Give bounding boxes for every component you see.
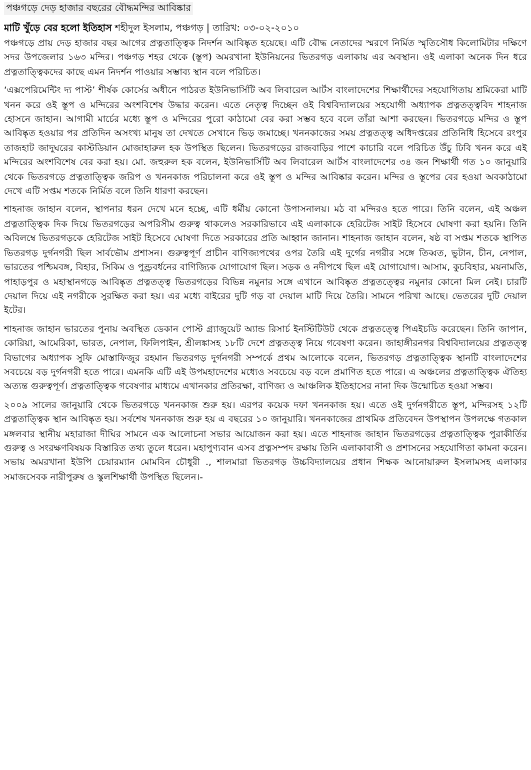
byline-separator: | [206,23,213,34]
article-body [4,37,527,485]
date: ০৩-০২-২০১০ [242,23,300,34]
paragraph-1: পঞ্চগড়ে প্রায় দেড় হাজার বছর আগের প্রত্নতাত্ত্বিক নিদর্শন আবিষ্কৃত হয়েছে। এটি বৌদ্ধ নেতাদের স্মরণে নির্মিত স্মৃতিসৌধ কিলোমিটার দক্ষিণে সদর উপজেলার ১৬৩ মন্দির। পঞ্চগড় শহর থেকে (স্তূপ) অমরখানা ইউনিয়নের ভিতরগড় এলাকায় এর অবস্থান। ওই এলাকা অনেক দিন ধরে প্রত্নতাত্ত্বিকদের কাছে এমন নিদর্শন পাওয়ার সম্ভাব্য স্থান বলে পরিচিত। [4,38,527,78]
paragraph-5: ২০০৯ সালের জানুয়ারি থেকে ভিতরগড়ে খননকাজ শুরু হয়। এরপর কয়েক দফা খননকাজ হয়। এতে ওই দুর্গনগরীতে স্তূপ, মন্দিরসহ ১২টি প্রত্নতাত্ত্বিক স্থান আবিষ্কৃত হয়। সর্বশেষ খননকাজ শুরু হয় এ বছরের ১০ জানুয়ারি। খননকাজের প্রাথমিক প্রতিবেদন উপস্থাপন উপলক্ষে গতকাল মঙ্গলবার স্থানীয় মহারাজা দীঘির সামনে এক আলোচনা সভার আয়োজন করা হয়। এতে শাহনাজ জাহান ভিতরগড়ের প্রত্নতাত্ত্বিক পুরাকীর্তির গুরুত্ব ও সংরক্ষণবিষয়ক বিস্তারিত তথ্য তুলে ধরেন। মহাপুণ্যবান এসব প্রত্নসম্পদ রক্ষায় তিনি এলাকাবাসী ও প্রশাসনের সহযোগিতা কামনা করেন। সভায় অমরখানা ইউপি চেয়ারম্যান মোমবিন চৌধুরী ., শালমারা ভিতরগড় উচ্চবিদ্যালয়ের প্রধান শিক্ষক আনোয়ারুল ইসলামসহ এলাকার সমাজসেবক নারীপুরুষ ও স্কুলশিক্ষার্থী উপস্থিত ছিলেন।- [4,399,527,483]
byline [4,22,527,35]
paragraph-2: ‘এক্সপেরিমেন্টিং দ্য পাস্ট’ শীর্ষক কোর্সের অধীনে পাঠরত ইউনিভার্সিটি অব লিবারেল আর্টস বাংলাদেশের শিক্ষার্থীদের সহযোগিতায় শ্রমিকেরা মাটি খনন করে ওই স্তূপ ও মন্দিরের অংশবিশেষ উদ্ধার করেন। এতে নেতৃত্ব দিচ্ছেন ওই বিশ্ববিদ্যালয়ের সহযোগী অধ্যাপক প্রত্নতত্ত্ববিদ শাহনাজ হোসনে জাহান। আগামী মার্চের মধ্যে স্তূপ ও মন্দিরের পুরো কাঠামো বের করা সম্ভব হবে বলে তাঁরা আশা করছেন। ভিতরগড়ে মন্দির ও স্তূপ আবিষ্কৃত হওয়ার পর প্রতিদিন অসংখ্য মানুষ তা দেখতে সেখানে ভিড় জমাচ্ছে। খননকাজের সময় প্রত্নতত্ত্ব অধিদপ্তরের প্রতিনিধি হিসেবে রংপুর তাজহাট জাদুঘরের কাস্টডিয়ান মোজাহারুল হক উপস্থিত ছিলেন। ভিতরগড়ের রাজবাড়ির পাশে কাচারি বলে পরিচিত উঁচু ঢিবি খনন করে এই মন্দিরের অংশবিশেষ বের করা হয়। মো. জহুরুল হক বলেন, ইউনিভার্সিটি অব লিবারেল আর্টস বাংলাদেশের ৩৪ জন শিক্ষার্থী গত ১০ জানুয়ারি থেকে ভিতরগড়ে প্রত্নতাত্ত্বিক জরিপ ও খননকাজ পরিচালনা করে ওই স্তূপ ও মন্দির আবিষ্কার করেন। মন্দির ও স্তূপের বের হওয়া অবকাঠামো দেখে এটি সপ্তম শতকে নির্মিত বলে তিনি ধারণা করছেন। [4,85,527,198]
author: শহীদুল ইসলাম, পঞ্চগড় [114,23,204,34]
paragraph-4: শাহনাজ জাহান ভারতের পুনায় অবস্থিত ডেকান পোস্ট গ্র্যাজুয়েট অ্যান্ড রিসার্চ ইনস্টিটিউট থেকে প্রত্নতত্ত্বে পিএইচডি করেছেন। তিনি জাপান, কোরিয়া, আমেরিকা, ভারত, নেপাল, ফিলিপাইন, শ্রীলঙ্কাসহ ১৮টি দেশে প্রত্নতত্ত্ব নিয়ে গবেষণা করেন। জাহাঙ্গীরনগর বিশ্ববিদ্যালয়ের প্রত্নতত্ত্ব বিভাগের অধ্যাপক সুফি মোস্তাফিজুর রহমান ভিতরগড় দুর্গনগরী সম্পর্কে প্রথম আলোকে বলেন, ভিতরগড় প্রত্নতাত্ত্বিক স্থানটি বাংলাদেশের সবচেয়ে বড় দুর্গনগরী হতে পারে। এমনকি এটি এই উপমহাদেশের মধ্যেও সবচেয়ে বড় বলে প্রমাণিত হতে পারে। এ অঞ্চলের প্রত্নতাত্ত্বিক ঐতিহ্য অত্যন্ত গুরুত্বপূর্ণ। প্রত্নতাত্ত্বিক গবেষণার মাধ্যমে এখানকার প্রতিরক্ষা, বাণিজ্য ও আঞ্চলিক ইতিহাসের নানা দিক উন্মোচিত হওয়া সম্ভব। [4,323,527,393]
date-label: তারিখ: [212,23,240,34]
banner-title: পঞ্চগড়ে দেড় হাজার বছরের বৌদ্ধমন্দির আবিষ্কার [6,3,191,14]
paragraph-3: শাহনাজ জাহান বলেন, স্থাপনার ধরন দেখে মনে হচ্ছে, এটি ধর্মীয় কোনো উপাসনালয়। মঠ বা মন্দিরও হতে পারে। তিনি বলেন, এই অঞ্চল প্রত্নতাত্ত্বিক দিক দিয়ে ভিতরগড়ের অপরিসীম গুরুত্ব থাকলেও সরকারিভাবে এই এলাকাকে হেরিটেজ সাইট হিসেবে ঘোষণা করা হয়নি। তিনি অবিলম্বে ভিতরগড়কে হেরিটেজ সাইট হিসেবে ঘোষণা দিতে সরকারের প্রতি আহ্বান জানান। শাহনাজ জাহান বলেন, ষষ্ঠ বা সপ্তম শতকে স্থাপিত ভিতরগড় দুর্গনগরী ছিল সার্বভৌম প্রশাসন। গুরুত্বপূর্ণ প্রাচীন বাণিজ্যপথের ওপর তৈরি এই দুর্গের নগরীর সঙ্গে তিব্বত, ভুটান, চীন, নেপাল, ভারতের পশ্চিমবঙ্গ, বিহার, সিকিম ও পুণ্ড্রবর্ধনের বাণিজ্যিক যোগাযোগ ছিল। সড়ক ও নদীপথে ছিল এই যোগাযোগ। আসাম, কুচবিহার, ময়নামতি, পাহাড়পুর ও মহাস্থানগড়ে আবিষ্কৃত প্রত্নতত্ত্ব ভিতরগড়ের বিভিন্ন নমুনার সঙ্গে এখানে আবিষ্কৃত প্রত্নতত্ত্বের নমুনার কোনো মিল নেই। চারটি দেয়াল দিয়ে এই নগরীকে সুরক্ষিত করা হয়। এর মধ্যে বাইরের দুটি গড় বা দেয়াল মাটি দিয়ে তৈরি। সামনে পরিখা আছে। ভেতরের দুটি দেয়াল ইটের। [4,204,527,317]
headline: মাটি খুঁড়ে বের হলো ইতিহাস [4,23,112,34]
